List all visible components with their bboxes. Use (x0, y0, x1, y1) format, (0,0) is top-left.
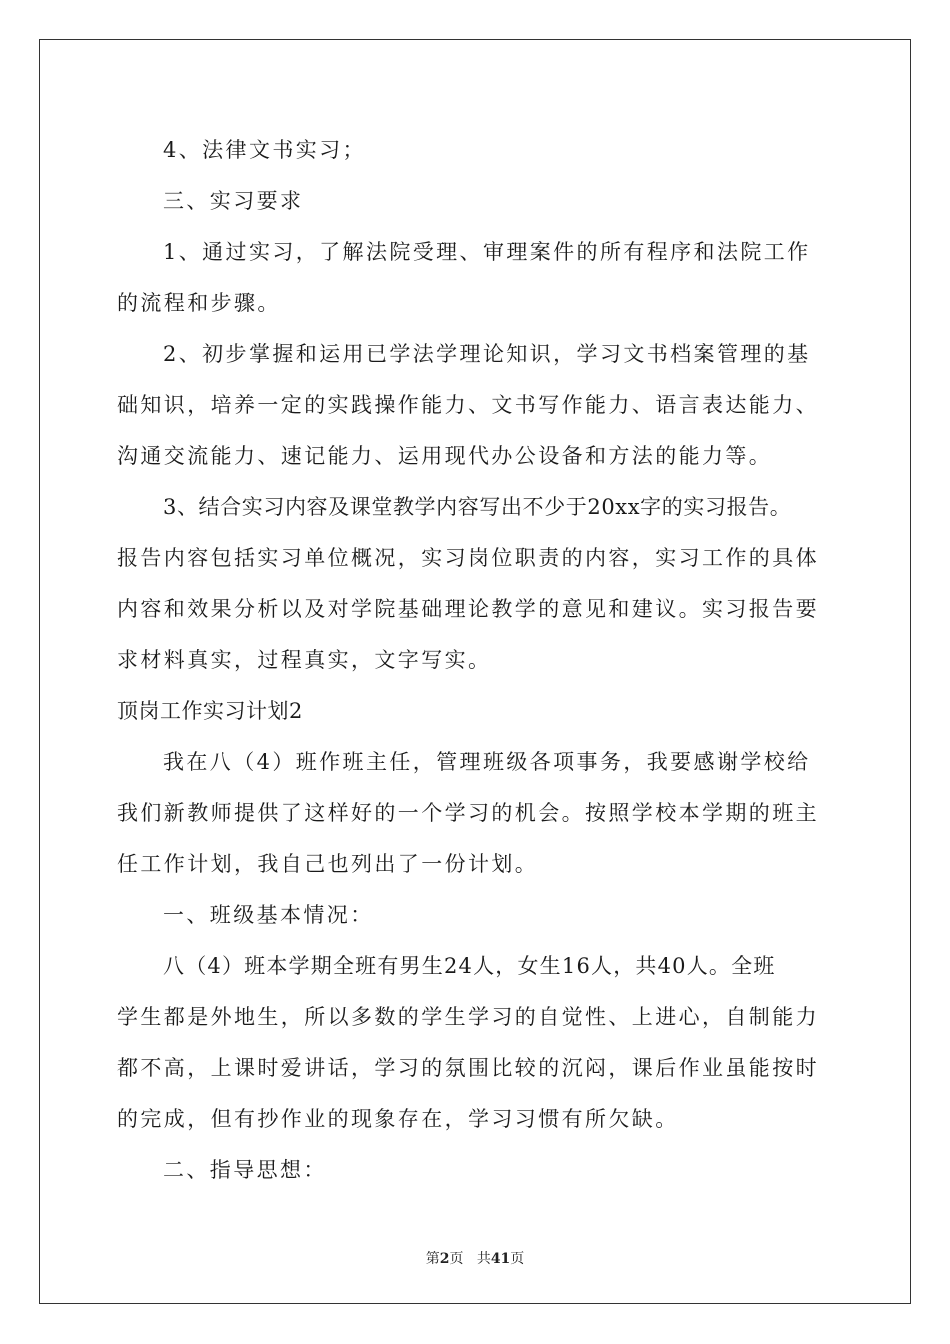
page-prefix: 第 (425, 1251, 440, 1267)
paragraph-line: 我在八（4）班作班主任，管理班级各项事务，我要感谢学校给 (163, 750, 811, 774)
paragraph-line: 3、结合实习内容及课堂教学内容写出不少于20xx字的实习报告。 (163, 495, 792, 519)
paragraph-line: 我们新教师提供了这样好的一个学习的机会。按照学校本学期的班主 (117, 801, 819, 825)
total-prefix: 共 (476, 1251, 491, 1267)
paragraph-line: 的流程和步骤。 (117, 291, 281, 315)
paragraph-line: 八（4）班本学期全班有男生24人，女生16人，共40人。全班 (163, 954, 776, 978)
paragraph-line: 沟通交流能力、速记能力、运用现代办公设备和方法的能力等。 (117, 444, 773, 468)
page-footer (0, 1248, 950, 1268)
paragraph-line: 础知识，培养一定的实践操作能力、文书写作能力、语言表达能力、 (117, 393, 819, 417)
document-body (117, 125, 855, 1196)
paragraph-line: 内容和效果分析以及对学院基础理论教学的意见和建议。实习报告要 (117, 597, 819, 621)
total-pages: 41 (490, 1251, 511, 1267)
section-heading-guiding-ideas: 二、指导思想： (163, 1158, 327, 1182)
page-suffix: 页 (449, 1251, 464, 1267)
page-number: 2 (439, 1251, 450, 1267)
section-title-plan-2: 顶岗工作实习计划2 (117, 699, 303, 723)
paragraph-line: 都不高，上课时爱讲话，学习的氛围比较的沉闷，课后作业虽能按时 (117, 1056, 819, 1080)
paragraph-line: 学生都是外地生，所以多数的学生学习的自觉性、上进心，自制能力 (117, 1005, 819, 1029)
section-heading-class-info: 一、班级基本情况： (163, 903, 374, 927)
section-heading-requirements: 三、实习要求 (163, 189, 304, 213)
paragraph-line: 的完成，但有抄作业的现象存在，学习习惯有所欠缺。 (117, 1107, 679, 1131)
total-suffix: 页 (510, 1251, 525, 1267)
list-item-legal-writing: 4、法律文书实习； (163, 138, 366, 162)
paragraph-line: 1、通过实习，了解法院受理、审理案件的所有程序和法院工作 (163, 240, 811, 264)
paragraph-line: 报告内容包括实习单位概况，实习岗位职责的内容，实习工作的具体 (117, 546, 819, 570)
paragraph-line: 任工作计划，我自己也列出了一份计划。 (117, 852, 539, 876)
paragraph-line: 2、初步掌握和运用已学法学理论知识，学习文书档案管理的基 (163, 342, 811, 366)
paragraph-line: 求材料真实，过程真实，文字写实。 (117, 648, 492, 672)
